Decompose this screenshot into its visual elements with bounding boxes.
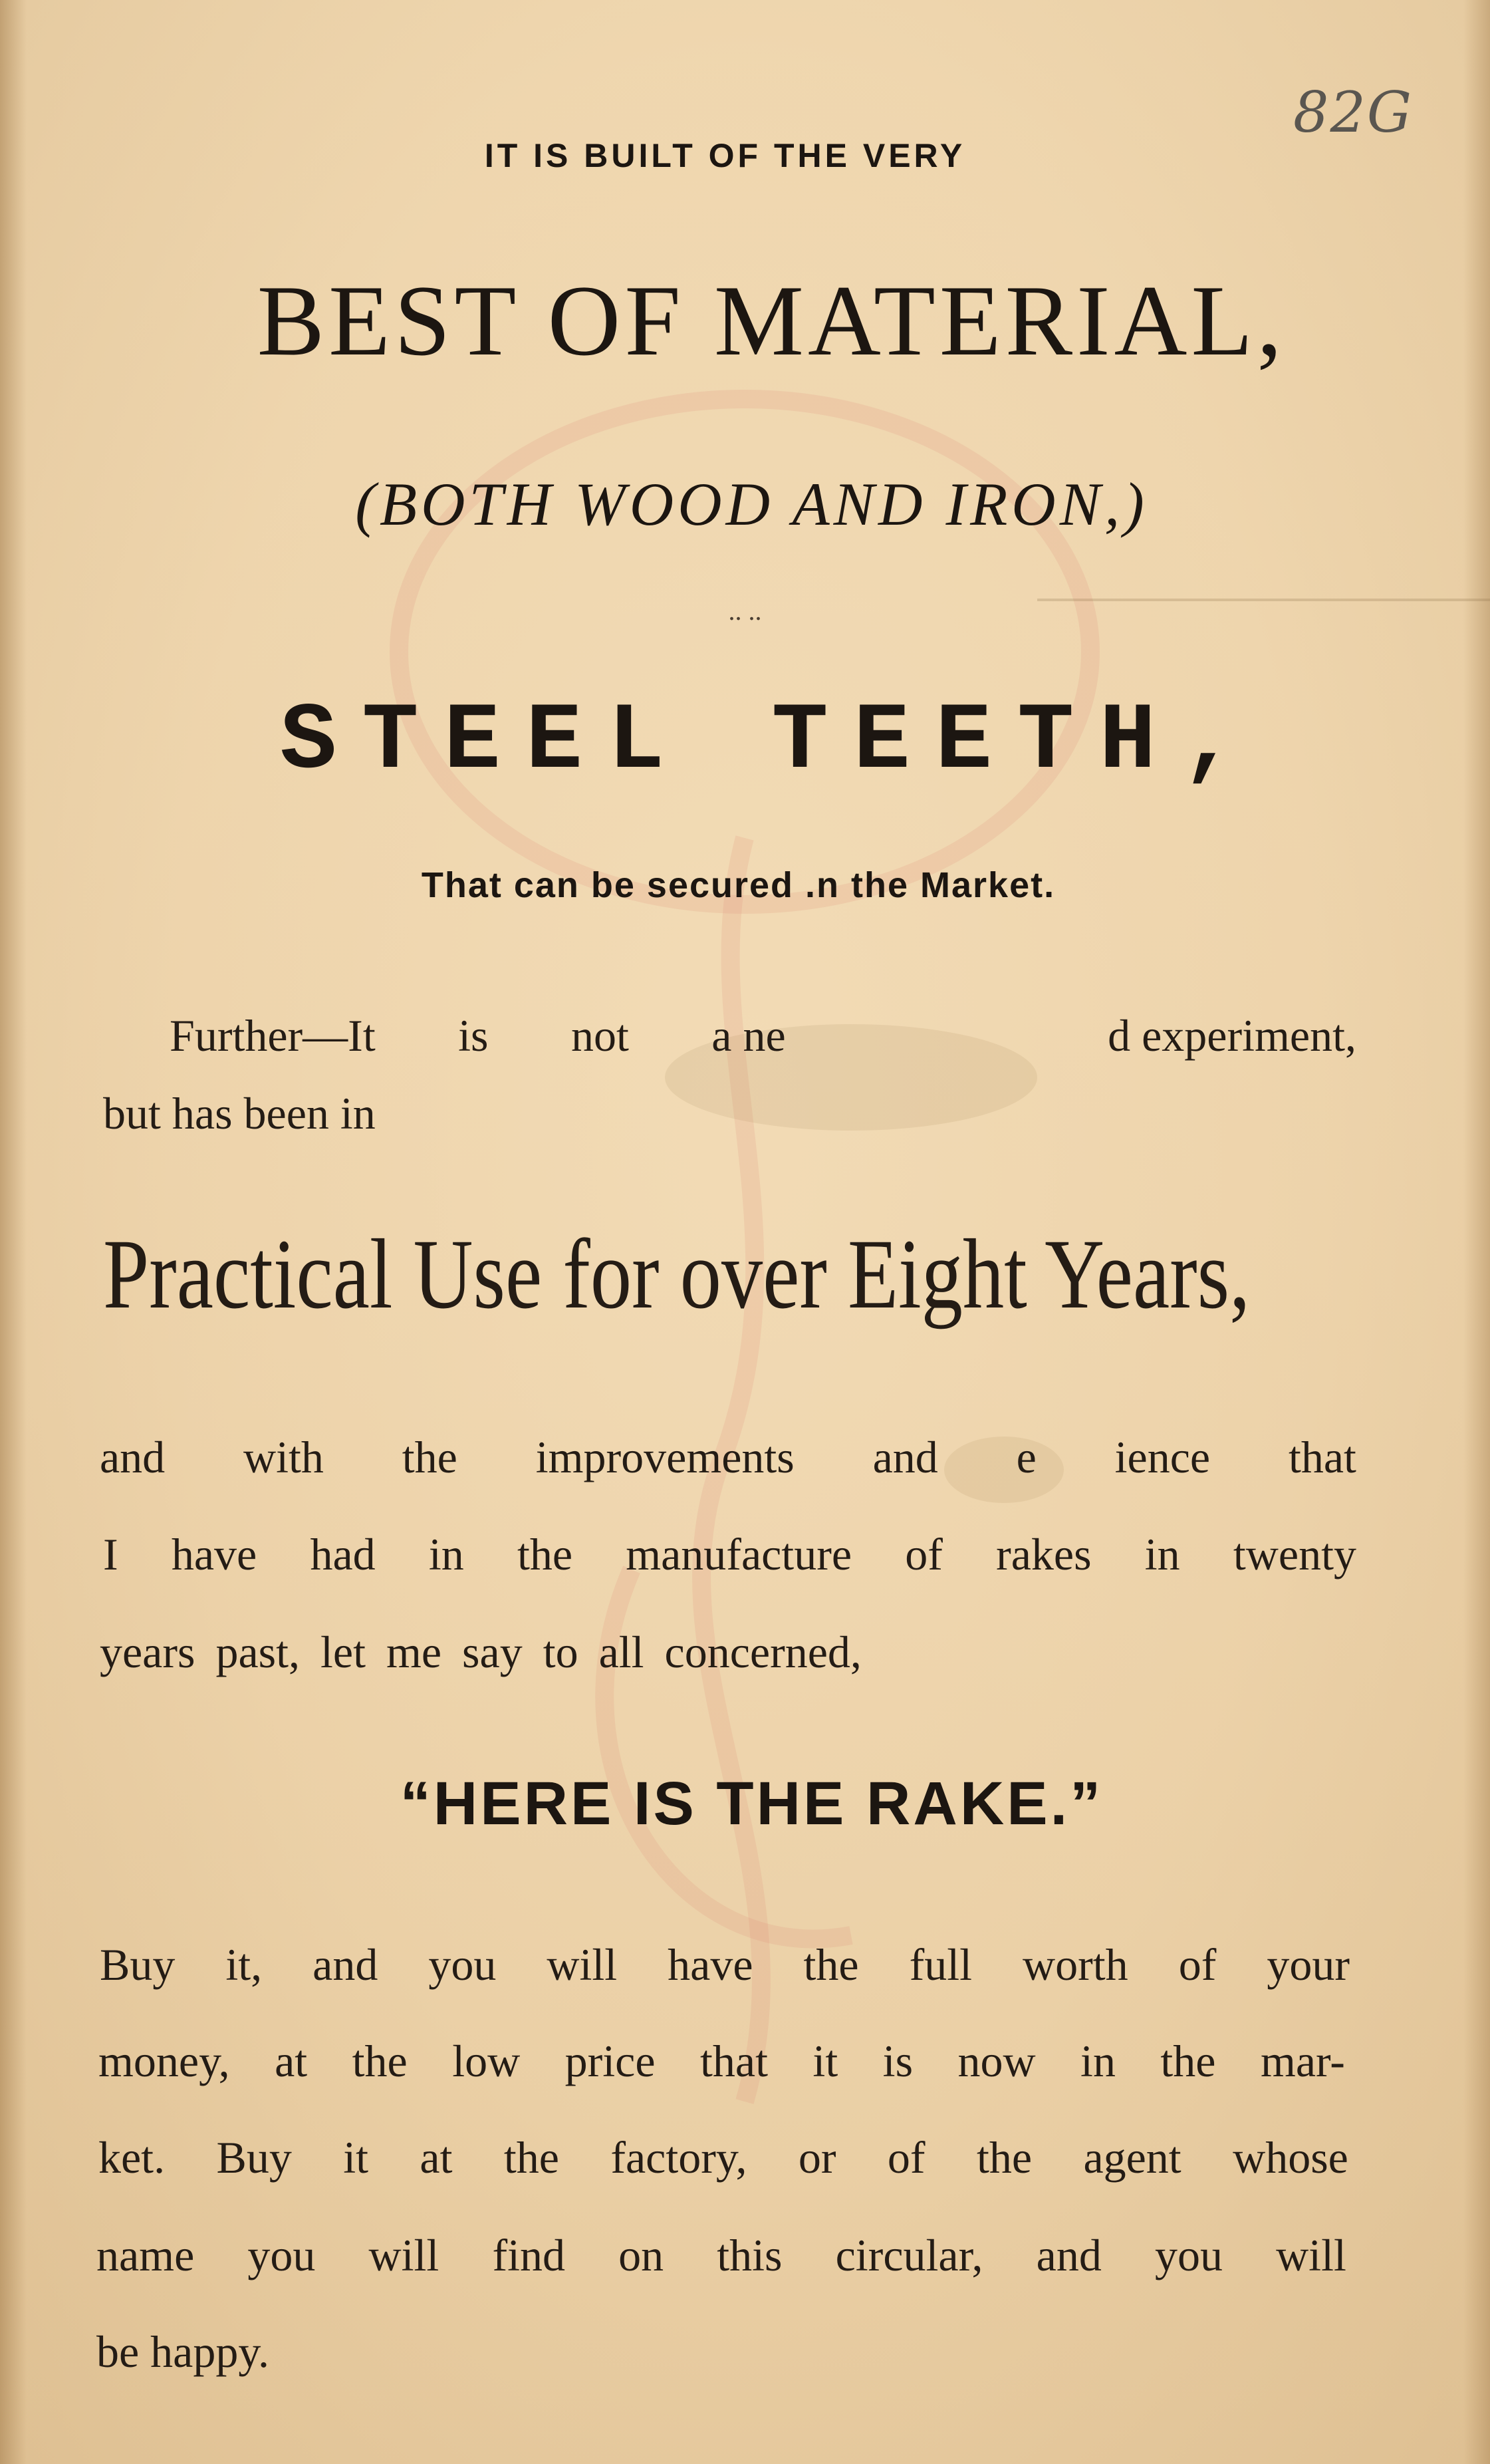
paragraph-buy-line-1 [100,1939,1350,1991]
word: and [100,1432,166,1482]
word: improvements [535,1432,795,1482]
word: agent [1083,2132,1181,2183]
word: d experiment, [1108,1010,1356,1061]
word: the [1160,2036,1216,2086]
intro-line: IT IS BUILT OF THE VERY [484,137,966,174]
word: Buy [216,2132,292,2183]
paragraph-buy-line-5: be happy. [96,2326,269,2377]
headline-here-is-the-rake: “HERE IS THE RAKE.” [400,1770,1104,1838]
word: and [1036,2230,1102,2280]
headline-practical-use: Practical Use for over Eight Years, [103,1219,1251,1329]
paragraph-and-line-1 [100,1431,1356,1484]
paragraph-further-line [170,1010,1356,1062]
word: or [798,2132,836,2183]
word: twenty [1233,1529,1356,1579]
paragraph-and-line-3: years past, let me say to all concerned, [100,1627,862,1677]
word: factory, [610,2132,747,2183]
paragraph-buy-line-2 [98,2035,1345,2088]
word: price [564,2036,656,2086]
word: and [872,1432,938,1482]
word: the [517,1529,573,1579]
word: the [803,1939,859,1990]
word: the [352,2036,408,2086]
word: in [1080,2036,1116,2086]
headline-best-of-material: BEST OF MATERIAL, [257,265,1287,376]
word: on [618,2230,664,2280]
word: and [312,1939,378,1990]
word: you [1154,2230,1223,2280]
paragraph-buy-line-4 [96,2229,1346,2282]
word: manufacture [626,1529,852,1579]
word: full [909,1939,973,1990]
word: a ne [711,1010,786,1061]
word: have [668,1939,753,1990]
word: had [310,1529,376,1579]
word: not [570,1010,629,1061]
word: it [343,2132,369,2183]
word: in [428,1529,464,1579]
word: circular, [835,2230,983,2280]
word: low [452,2036,521,2086]
word: is [882,2036,914,2086]
word: of [905,1529,943,1579]
word: rakes [996,1529,1092,1579]
word: will [547,1939,618,1990]
word: will [1276,2230,1346,2280]
word: this [717,2230,783,2280]
word: the [503,2132,559,2183]
paragraph-but-line: but has been in [103,1088,376,1139]
pencil-catalog-mark: 82G [1293,80,1413,145]
word: Buy [100,1939,176,1990]
word: name [96,2230,195,2280]
word: I [103,1529,118,1579]
word: of [1178,1939,1217,1990]
word: that [1288,1432,1356,1482]
word: the [976,2132,1033,2183]
word: with [243,1432,324,1482]
word: it, [225,1939,263,1990]
word: now [957,2036,1036,2086]
word: your [1267,1939,1350,1990]
word: find [492,2230,565,2280]
paper-edge-left [0,0,27,2464]
word: money, [98,2036,230,2086]
ornament-divider: .. .. [728,596,762,626]
word: ket. [98,2132,166,2183]
word: of [887,2132,926,2183]
headline-steel-teeth: STEEL TEETH, [280,688,1263,795]
word: in [1144,1529,1180,1579]
paragraph-buy-line-3 [98,2131,1348,2184]
word: the [402,1432,457,1482]
word: it [812,2036,838,2086]
word: mar- [1260,2036,1345,2086]
word: will [368,2230,439,2280]
word: Further—It [170,1010,376,1061]
word: have [171,1529,257,1579]
market-line: That can be secured .n the Market. [421,865,1056,905]
word: worth [1023,1939,1128,1990]
subhead-wood-and-iron: (BOTH WOOD AND IRON,) [355,470,1148,538]
word: at [275,2036,308,2086]
paragraph-and-line-2 [103,1528,1356,1581]
word: that [700,2036,768,2086]
word: you [428,1939,497,1990]
word: ience [1114,1432,1211,1482]
word: is [458,1010,489,1061]
word: you [247,2230,316,2280]
word: e [1016,1432,1037,1482]
word: whose [1233,2132,1348,2183]
word: at [420,2132,453,2183]
